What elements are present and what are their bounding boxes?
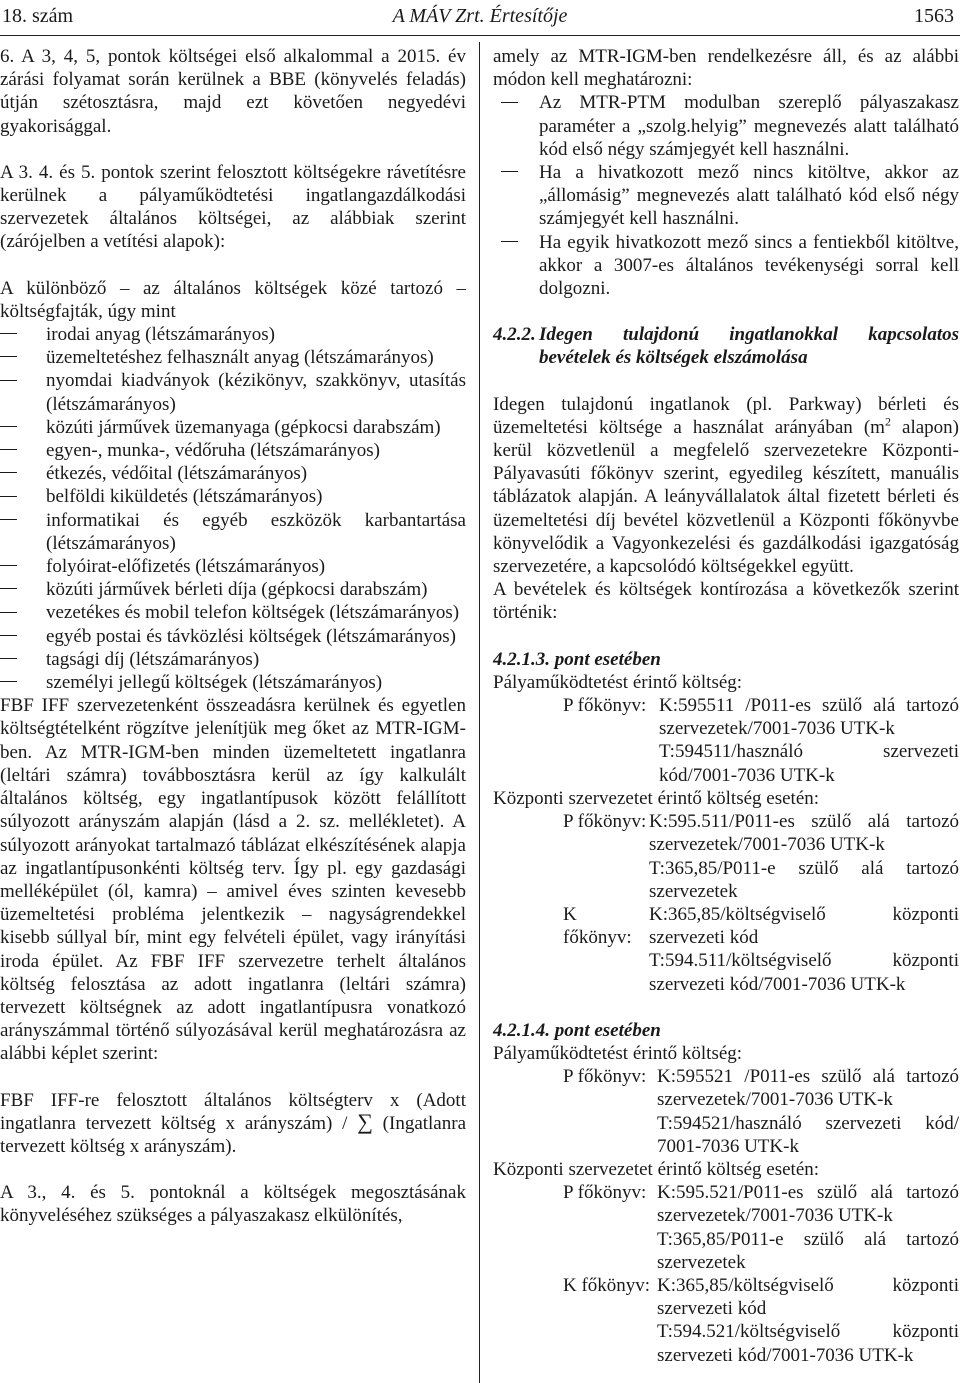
paragraph: Idegen tulajdonú ingatlanok (pl. Parkway) bérleti és üzemeltetési költsége a használat arányában ($m^2$ alapon) kerül közvetlenül a megfelelő szervezetekre Központi-Pályavasúti főkönyv szerint, egyedileg készített, manuális táblázatok alapján. A leányvállalatok által fizetett bérleti és üzemeltetési díj bevétel közvetlenül a Központi főkönyvbe könyvelődik a Vagyonkezelési és gazdálkodási igazgatóság szervezetére, a kapcsolódó költségekkel együtt.: [493, 393, 959, 578]
list-item-text: folyóirat-előfizetés (létszámarányos): [46, 556, 326, 578]
dash-bullet-icon: [493, 231, 539, 301]
list-item: [0, 625, 466, 648]
list-item-text: közúti járművek bérleti díja (gépkocsi darabszám): [46, 579, 428, 601]
dash-bullet-icon: [0, 578, 46, 601]
list-item: [0, 369, 466, 415]
account-entry: P főkönyv: K:595511 /P011-es szülő alá tartozó szervezetek/7001-7036 UTK-k: [563, 695, 959, 740]
account-entry: T:594.521/költségviselő központi szervezeti kód/7001-7036 UTK-k: [657, 1321, 959, 1366]
rule-list: [493, 91, 959, 300]
left-column: [0, 45, 466, 1228]
list-item-text: vezetékes és mobil telefon költségek (létszámarányos): [46, 602, 460, 624]
list-item-text: egyéb postai és távközlési költségek (létszámarányos): [46, 625, 456, 647]
dash-bullet-icon: [0, 462, 46, 485]
page-number: 1563: [914, 5, 954, 27]
page-header: [2, 3, 958, 31]
cost-type-list: [0, 323, 466, 694]
dash-bullet-icon: [0, 439, 46, 462]
issue-number: 18. szám: [2, 5, 74, 27]
paragraph: 6. A 3, 4, 5, pontok költségei első alkalommal a 2015. év zárási folyamat során kerülnek a BBE (könyvelés feladás) útján szétosztásra, majd ezt követően negyedévi gyakorisággal.: [0, 46, 466, 137]
list-item-text: Ha egyik hivatkozott mező sincs a fentiekből kitöltve, akkor a 3007-es általános tevékenységi sorral kell dolgozni.: [539, 231, 959, 300]
section-heading: 4.2.1.3. pont esetében: [493, 648, 661, 670]
dash-bullet-icon: [0, 346, 46, 369]
list-item-text: belföldi kiküldetés (létszámarányos): [46, 486, 323, 508]
paragraph: A különböző – az általános költségek közé tartozó – költségfajták, úgy mint: [0, 277, 466, 322]
list-item: [0, 601, 466, 624]
account-entry: T:594511/használó szervezeti kód/7001-7036 UTK-k: [659, 741, 959, 786]
list-item: [0, 555, 466, 578]
list-item-text: tagsági díj (létszámarányos): [46, 648, 260, 670]
text-line: Központi szervezetet érintő költség esetén:: [493, 787, 820, 809]
account-entry: P főkönyv: K:595.521/P011-es szülő alá tartozó szervezetek/7001-7036 UTK-k: [563, 1182, 959, 1227]
list-item-text: étkezés, védőital (létszámarányos): [46, 463, 308, 485]
list-item-text: nyomdai kiadványok (kézikönyv, szakkönyv, utasítás (létszámarányos): [46, 370, 466, 415]
dash-bullet-icon: [493, 161, 539, 231]
dash-bullet-icon: [0, 671, 46, 694]
list-item-text: Az MTR-PTM modulban szereplő pályaszakasz paraméter a „szolg.helyig” megnevezés alatt található kód első négy számjegyét kell használni.: [539, 92, 959, 160]
list-item-text: irodai anyag (létszámarányos): [46, 324, 275, 346]
paragraph: A 3., 4. és 5. pontoknál a költségek megosztásának könyveléséhez szükséges a pályaszakasz elkülönítés,: [0, 1182, 466, 1227]
dash-bullet-icon: [493, 91, 539, 161]
account-entry: P főkönyv: K:595.511/P011-es szülő alá tartozó szervezetek/7001-7036 UTK-k: [563, 811, 959, 856]
dash-bullet-icon: [0, 625, 46, 648]
paragraph: A 3. 4. és 5. pontok szerint felosztott költségekre rávetítésre kerülnek a pályaműködtetési ingatlangazdálkodási szervezetek általános költségei, az alábbiak szerint (zárójelben a vetítési alapok):: [0, 161, 466, 253]
dash-bullet-icon: [0, 416, 46, 439]
text-line: Pályaműködtetést érintő költség:: [493, 1042, 743, 1064]
dash-bullet-icon: [0, 648, 46, 671]
list-item-text: személyi jellegű költségek (létszámarányos): [46, 672, 383, 694]
section-heading: 4.2.2. Idegen tulajdonú ingatlanokkal kapcsolatos bevételek és költségek elszámolása: [493, 324, 959, 369]
section-heading: 4.2.1.4. pont esetében: [493, 1019, 661, 1041]
column-divider: [479, 42, 480, 1383]
account-entry: P főkönyv: K:595521 /P011-es szülő alá tartozó szervezetek/7001-7036 UTK-k: [563, 1066, 959, 1111]
list-item: [0, 323, 466, 346]
list-item: [0, 462, 466, 485]
list-item: [0, 648, 466, 671]
formula: FBF IFF-re felosztott általános költségterv x (Adott ingatlanra tervezett költség x arányszám) / ∑ (Ingatlanra tervezett költség x arányszám).: [0, 1089, 466, 1157]
list-item-text: üzemeltetéshez felhasznált anyag (létszámarányos): [46, 347, 434, 369]
list-item: [0, 671, 466, 694]
sum-symbol: ∑: [357, 1108, 373, 1134]
paragraph: amely az MTR-IGM-ben rendelkezésre áll, és az alábbi módon kell meghatározni:: [493, 46, 959, 91]
publication-title: A MÁV Zrt. Értesítője: [392, 5, 568, 27]
paragraph: A bevételek és költségek kontírozása a következők szerint történik:: [493, 579, 959, 624]
list-item-text: informatikai és egyéb eszközök karbantartása (létszámarányos): [46, 509, 466, 554]
dash-bullet-icon: [0, 323, 46, 346]
list-item: [493, 161, 959, 231]
list-item: [493, 91, 959, 161]
account-entry: T:365,85/P011-e szülő alá tartozó szervezetek: [649, 857, 959, 902]
dash-bullet-icon: [0, 509, 46, 555]
text-line: Központi szervezetet érintő költség esetén:: [493, 1158, 820, 1180]
account-entry: T:594521/használó szervezeti kód/ 7001-7036 UTK-k: [657, 1112, 959, 1157]
header-rule: [0, 35, 960, 36]
list-item: [0, 509, 466, 555]
text-line: Pályaműködtetést érintő költség:: [493, 671, 743, 693]
account-entry: K főkönyv: K:365,85/költségviselő központi szervezeti kód: [563, 1274, 959, 1320]
list-item-text: közúti járművek üzemanyaga (gépkocsi darabszám): [46, 416, 441, 438]
list-item: [0, 485, 466, 508]
list-item-text: Ha a hivatkozott mező nincs kitöltve, akkor az „állomásig” megnevezés alatt található kód első négy számjegyét kell használni.: [539, 162, 959, 230]
account-entry: K főkönyv: K:365,85/költségviselő központi szervezeti kód: [563, 903, 959, 949]
dash-bullet-icon: [0, 485, 46, 508]
list-item: [0, 439, 466, 462]
right-column: [493, 45, 959, 1367]
list-item: [0, 578, 466, 601]
list-item: [0, 346, 466, 369]
list-item-text: egyen-, munka-, védőruha (létszámarányos): [46, 440, 380, 462]
dash-bullet-icon: [0, 555, 46, 578]
dash-bullet-icon: [0, 601, 46, 624]
account-entry: T:365,85/P011-e szülő alá tartozó szervezetek: [657, 1228, 959, 1273]
dash-bullet-icon: [0, 369, 46, 415]
account-entry: T:594.511/költségviselő központi szervezeti kód/7001-7036 UTK-k: [649, 950, 959, 995]
paragraph: FBF IFF szervezetenként összeadásra kerülnek és egyetlen költségtételként rögzítve jelenítjük meg őket az MTR-IGM-ben. Az MTR-IGM-ben minden üzemeltetett ingatlanra (leltári számra) továbbosztásra kerül az így kalkulált általános költség, egy ingatlantípusok között felállított súlyozott arányszám alapján (lásd a 2. sz. mellékletet). A súlyozott arányokat tartalmazó táblázat elkészítésének alapja az ingatlantípusonkénti költség terv. Így pl. egy gazdasági melléképület (ól, kamra) – amivel éves szinten kevesebb üzemeltetési probléma jelentkezik – nagyságrendekkel kisebb súllyal bír, mint egy felvételi épület, vagy irányítási iroda épület. Az FBF IFF szervezetre terhelt általános költség felosztása az adott ingatlanra (leltári számra) tervezett költségnek az adott ingatlantípusra vonatkozó arányszámmal történő súlyozásával kerül meghatározásra az alábbi képlet szerint:: [0, 695, 466, 1065]
list-item: [0, 416, 466, 439]
list-item: [493, 231, 959, 301]
